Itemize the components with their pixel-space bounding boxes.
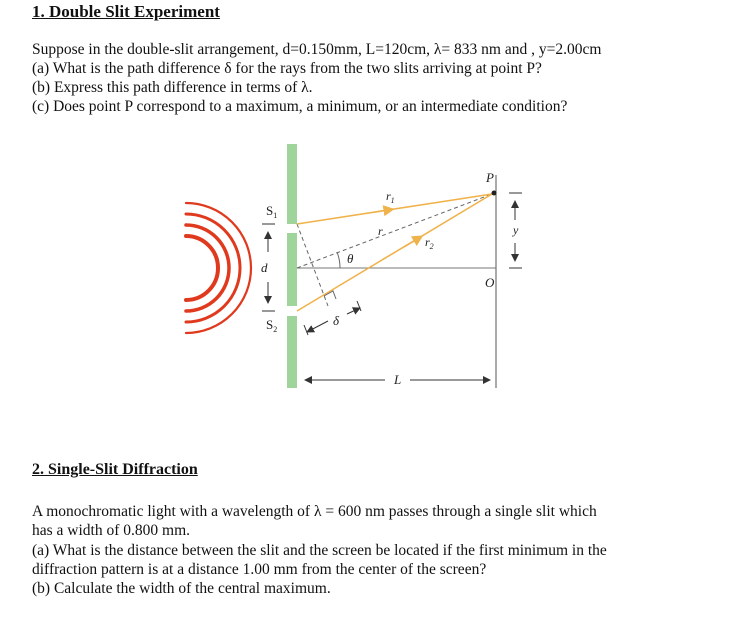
label-d: d [261, 260, 268, 275]
label-r1: $r_1$ [386, 189, 395, 205]
barrier-middle [287, 233, 297, 306]
right-angle-mark [324, 291, 336, 299]
wave-arc-1 [186, 236, 218, 300]
problem-1-statement: Suppose in the double-slit arrangement, d=0.150mm, L=120cm, λ= 833 nm and , y=2.00cm [32, 41, 602, 58]
label-L: L [394, 372, 402, 387]
ray-r2-arrow [404, 236, 422, 247]
problem-1-title: 1. Double Slit Experiment [32, 2, 220, 21]
problem-2-statement-line-1: A monochromatic light with a wavelength of λ = 600 nm passes through a single slit which [32, 503, 597, 520]
ray-r1-arrow [375, 209, 393, 212]
problem-2-statement-line-2: has a width of 0.800 mm. [32, 522, 190, 539]
problem-2-part-b: (b) Calculate the width of the central maximum. [32, 580, 331, 597]
problem-2-title: 2. Single-Slit Diffraction [32, 461, 198, 478]
center-path-r [297, 194, 492, 268]
label-P: P [486, 170, 494, 185]
problem-1-part-c: (c) Does point P correspond to a maximum, a minimum, or an intermediate condition? [32, 98, 568, 115]
label-y: y [513, 223, 519, 237]
wave-arc-3 [186, 214, 240, 322]
label-theta: θ [347, 251, 354, 266]
theta-arc [337, 252, 340, 268]
problem-1-part-a: (a) What is the path difference δ for the rays from the two slits arriving at point P? [32, 60, 542, 77]
wave-fronts [186, 203, 251, 333]
label-r: r [378, 224, 383, 238]
barrier-bottom [287, 316, 297, 388]
slit-barrier [287, 144, 297, 388]
label-r2: $r_2$ [425, 235, 434, 251]
barrier-top [287, 144, 297, 224]
ray-r2 [297, 194, 492, 311]
label-O: O [485, 275, 495, 290]
label-s1: $S_1$ [266, 203, 278, 220]
problem-2-part-a-line-2: diffraction pattern is at a distance 1.00 mm from the center of the screen? [32, 561, 487, 578]
point-p-dot [492, 191, 497, 196]
label-delta: δ [333, 313, 340, 328]
problem-1-part-b: (b) Express this path difference in terms of λ. [32, 79, 313, 96]
problem-2-part-a-line-1: (a) What is the distance between the slit and the screen be located if the first minimum in the [32, 542, 607, 559]
label-s2: $S_2$ [266, 317, 278, 334]
perpendicular-line [297, 224, 328, 306]
